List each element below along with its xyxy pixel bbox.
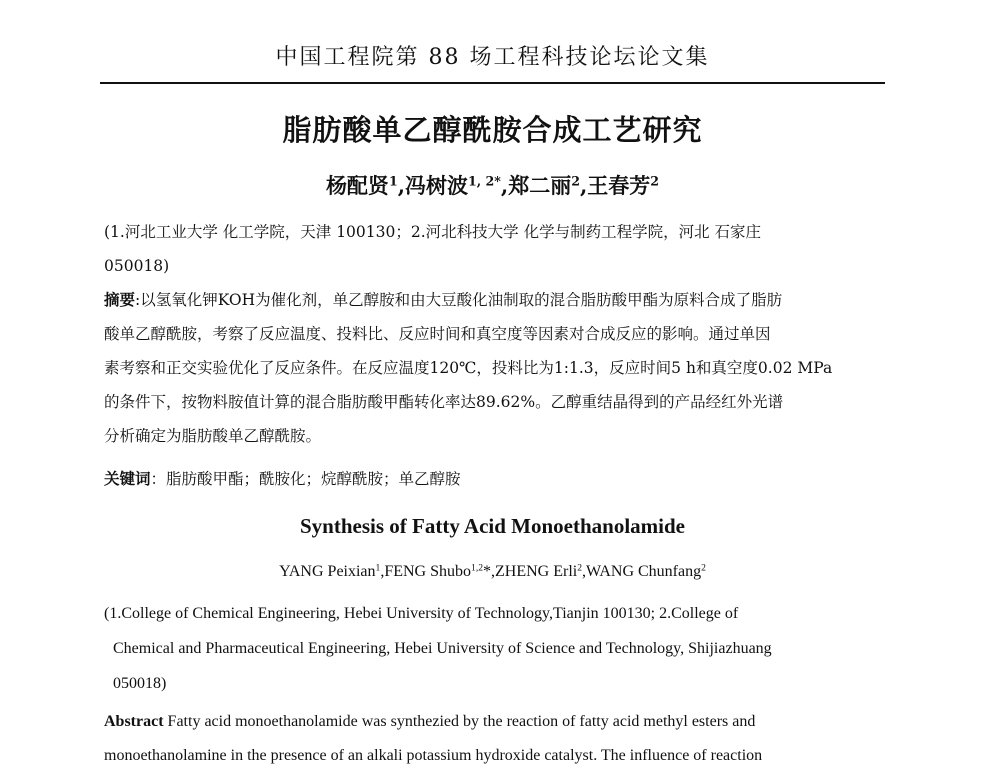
abstract-cn [104, 283, 884, 453]
author-cn-affil: 1, 2* [468, 173, 501, 189]
author-cn: 冯树波 [405, 173, 469, 198]
author-en-affil: 2 [577, 562, 583, 574]
affiliation-cn-line: (1.河北工业大学 化工学院，天津 100130；2.河北科技大学 化学与制药工程学院，河北 石家庄 [104, 223, 762, 241]
journal-header: 中国工程院第 88 场工程科技论坛论文集 [275, 45, 710, 70]
author-sep: , [579, 173, 588, 198]
author-en: ZHENG Erli [495, 563, 578, 580]
author-sep: , [582, 563, 587, 580]
author-sep: *, [483, 563, 496, 580]
abstract-cn-line: 素考察和正交实验优化了反应条件。在反应温度120℃，投料比为1:1.3，反应时间5 h和真空度0.02 MPa [104, 359, 833, 377]
author-en-affil: 1,2 [471, 562, 484, 574]
author-cn: 郑二丽 [508, 173, 572, 198]
abstract-en-line [104, 705, 884, 739]
affiliation-en-line: (1.College of Chemical Engineering, Hebei University of Technology,Tianjin 100130; 2.College of [104, 605, 739, 622]
abstract-cn-line [104, 283, 884, 317]
abstract-cn-text: :以氢氧化钾KOH为催化剂，单乙醇胺和由大豆酸化油制取的混合脂肪酸甲酯为原料合成了脂肪 [135, 291, 783, 309]
author-cn-affil: 1 [388, 173, 398, 189]
abstract-cn-line: 酸单乙醇酰胺，考察了反应温度、投料比、反应时间和真空度等因素对合成反应的影响。通过单因 [104, 325, 771, 343]
abstract-cn-line: 的条件下，按物料胺值计算的混合脂肪酸甲酯转化率达89.62%。乙醇重结晶得到的产品经红外光谱 [104, 393, 784, 411]
author-en: FENG Shubo [384, 563, 472, 580]
affiliation-en [104, 596, 884, 701]
author-cn: 王春芳 [587, 173, 651, 198]
affiliation-cn-line: 050018) [104, 257, 170, 275]
author-cn-affil: 2 [650, 173, 660, 189]
author-en: YANG Peixian [279, 563, 376, 580]
keywords-cn-label: 关键词 [104, 469, 151, 488]
abstract-cn-line: 分析确定为脂肪酸单乙醇酰胺。 [104, 427, 322, 445]
abstract-en-line: monoethanolamine in the presence of an alkali potassium hydroxide catalyst. The influence of reaction [104, 747, 763, 764]
author-en-affil: 2 [701, 562, 706, 574]
abstract-en [104, 705, 884, 773]
author-en-affil: 1 [375, 562, 381, 574]
authors-cn [100, 170, 885, 200]
author-cn-affil: 2 [571, 173, 580, 189]
authors-en [100, 563, 885, 581]
title-en: Synthesis of Fatty Acid Monoethanolamide [299, 514, 685, 538]
header-rule [100, 82, 885, 84]
affiliation-en-line: Chemical and Pharmaceutical Engineering, Hebei University of Science and Technology, Shijiazhuang [113, 640, 772, 657]
keywords-cn [104, 462, 884, 496]
author-cn: 杨配贤 [325, 173, 389, 198]
affiliation-cn [104, 215, 884, 283]
abstract-en-label: Abstract [104, 713, 164, 730]
author-en: WANG Chunfang [586, 563, 702, 580]
author-sep: , [380, 563, 385, 580]
keywords-cn-text: ：脂肪酸甲酯；酰胺化；烷醇酰胺；单乙醇胺 [150, 470, 461, 488]
abstract-en-text: Fatty acid monoethanolamide was synthezied by the reaction of fatty acid methyl esters and [163, 713, 756, 730]
author-sep: , [397, 173, 406, 198]
title-cn: 脂肪酸单乙醇酰胺合成工艺研究 [282, 113, 703, 147]
abstract-cn-label: 摘要 [104, 290, 136, 309]
affiliation-en-line: 050018) [113, 675, 167, 692]
author-sep: , [500, 173, 509, 198]
